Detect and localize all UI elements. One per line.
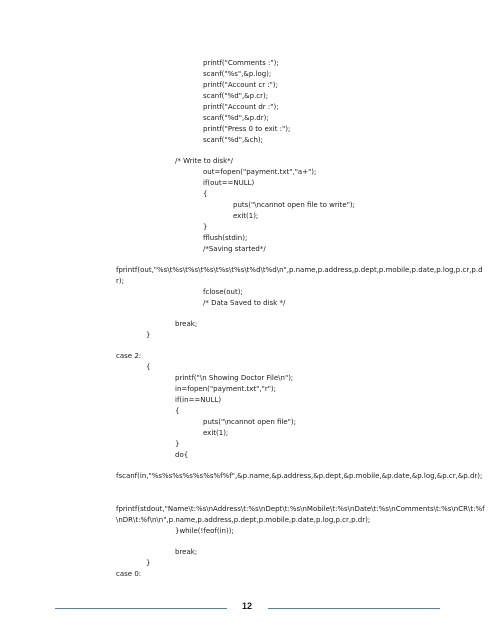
- code-line: {: [146, 363, 151, 371]
- code-line: }: [175, 440, 180, 448]
- footer-rule-left: [55, 608, 227, 609]
- code-line: in=fopen("payment.txt","r");: [175, 385, 277, 393]
- code-line: break;: [175, 320, 198, 328]
- page-number: 12: [241, 601, 252, 611]
- code-line: printf("Press 0 to exit :");: [203, 125, 291, 133]
- footer-rule-right: [268, 608, 440, 609]
- code-line: do{: [175, 451, 189, 459]
- code-comment: /* Data Saved to disk */: [203, 299, 286, 307]
- code-line: case 0:: [116, 570, 142, 578]
- code-line: fflush(stdin);: [203, 234, 248, 242]
- code-line: case 2:: [116, 352, 142, 360]
- code-line: exit(1);: [233, 212, 259, 220]
- code-line: scanf("%d",&ch);: [203, 136, 264, 144]
- code-line: printf("\n Showing Doctor File\n");: [175, 374, 294, 382]
- code-comment: /* Write to disk*/: [175, 157, 233, 165]
- code-line: break;: [175, 548, 198, 556]
- code-line-wrapped: fprintf(out,"%s\t%s\t%s\t%s\t%s\t%s\t%d\t%d\n",p.name,p.address,p.dept,p.mobile,p.date,p.log,p.cr,p.dr);: [116, 266, 483, 285]
- code-line: out=fopen("payment.txt","a+");: [203, 168, 317, 176]
- code-line: scanf("%s",&p.log);: [203, 70, 272, 78]
- code-line: puts("\ncannot open file");: [203, 418, 296, 426]
- code-line: }: [146, 331, 151, 339]
- code-line: scanf("%d",&p.cr);: [203, 92, 269, 100]
- code-line: fclose(out);: [203, 288, 243, 296]
- code-line: printf("Account cr :");: [203, 81, 278, 89]
- code-line-wrapped: fscanf(in,"%s%s%s%s%s%s%f%f",&p.name,&p.address,&p.dept,&p.mobile,&p.date,&p.log,&p.cr,&p.dr);: [116, 472, 483, 480]
- code-line: scanf("%d",&p.dr);: [203, 114, 269, 122]
- code-line: if(out==NULL): [203, 179, 255, 187]
- code-line: printf("Comments :");: [203, 59, 279, 67]
- code-line: {: [203, 190, 208, 198]
- code-line: }: [146, 559, 151, 567]
- code-line-wrapped: fprintf(stdout,"Name\t:%s\nAddress\t:%s\nDept\t:%s\nMobile\t:%s\nDate\t:%s\nComments\t:%s\nCR\t:%f\nDR\t:%f\n\n",p.name,p.address,p.dept,p.mobile,p.date,p.log,p.cr,p.dr);: [116, 505, 485, 524]
- code-line: }while(!feof(in));: [175, 527, 234, 535]
- code-line: printf("Account dr :");: [203, 103, 279, 111]
- code-line: {: [175, 407, 180, 415]
- code-comment: /*Saving started*/: [203, 245, 266, 253]
- code-line: puts("\ncannot open file to write");: [233, 201, 356, 209]
- code-line: exit(1);: [203, 429, 229, 437]
- code-line: if(in==NULL): [175, 396, 222, 404]
- code-line: }: [203, 223, 208, 231]
